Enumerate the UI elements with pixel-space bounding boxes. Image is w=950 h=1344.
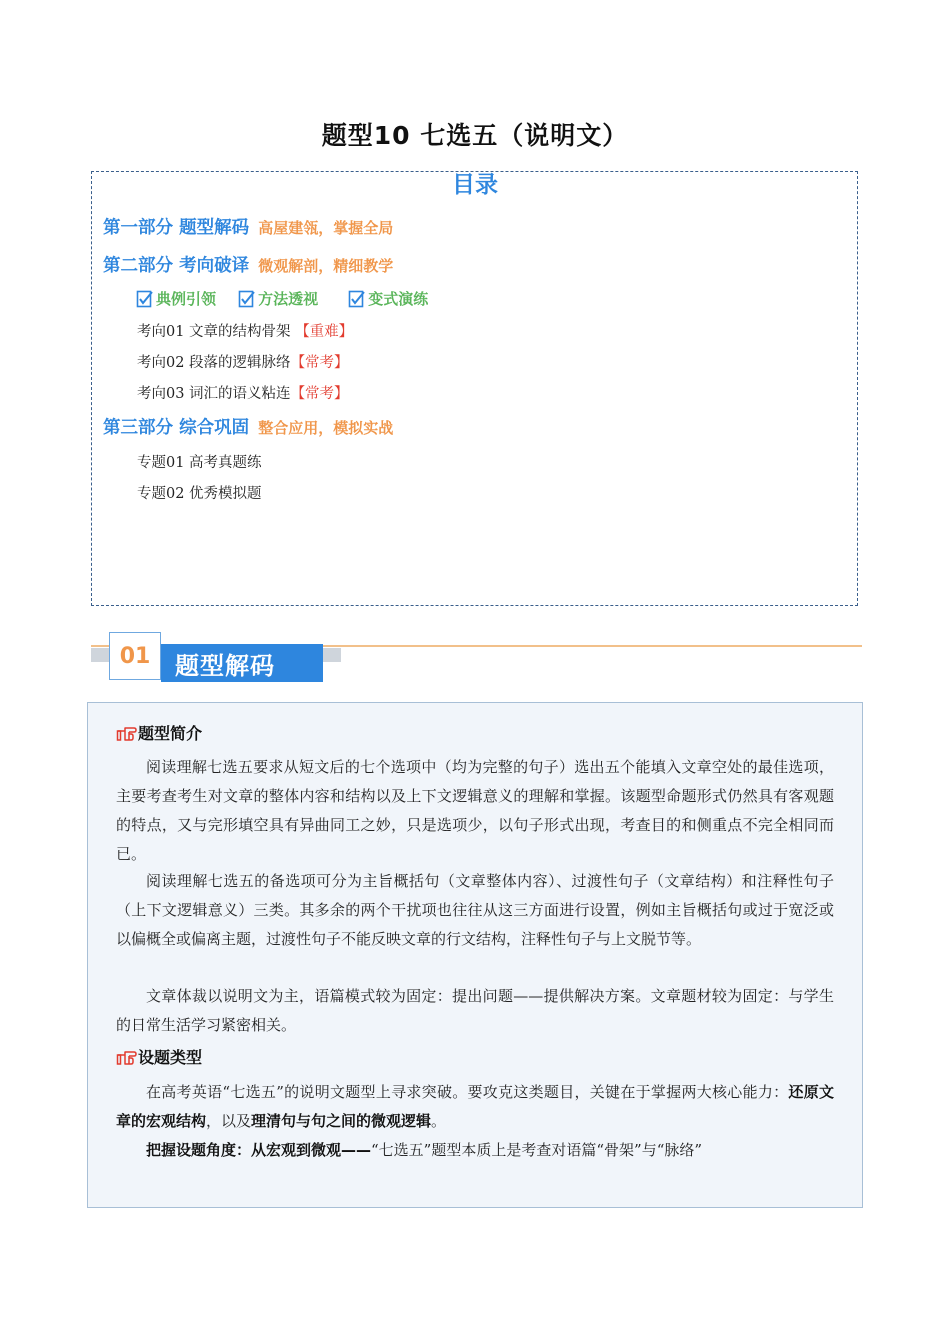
pointing-hand-icon (116, 1047, 138, 1067)
toc-part-label: 第二部分 考向破译 (103, 256, 250, 276)
toc-part-subtitle: 微观解剖，精细教学 (258, 257, 394, 275)
types-text: ，以及 (206, 1112, 252, 1130)
toc-topic-2[interactable]: 专题02 优秀模拟题 (137, 486, 262, 502)
section-title-banner: 题型解码 (161, 644, 323, 682)
toc-part-label: 第一部分 题型解码 (103, 218, 250, 238)
intro-paragraph-2: 阅读理解七选五的备选项可分为主旨概括句（文章整体内容）、过渡性句子（文章结构）和注释性句子（上下文逻辑意义）三类。其多余的两个干扰项也往往从这三方面进行设置，例如主旨概括句或过于宽泛或以偏概全或偏离主题，过渡性句子不能反映文章的行文结构，注释性句子与上文脱节等。 (116, 872, 834, 948)
toc-direction-1[interactable] (137, 320, 353, 341)
checklist-icon (237, 289, 257, 309)
toc-part-subtitle: 高屋建瓴，掌握全局 (258, 219, 394, 237)
types-text: “七选五”题型本质上是考查对语篇“骨架”与“脉络” (371, 1141, 703, 1159)
types-text: 在高考英语“七选五”的说明文题型上寻求突破。要攻克这类题目，关键在于掌握两大核心能力： (146, 1083, 789, 1101)
intro-heading-text: 题型简介 (138, 724, 203, 743)
toc-direction-mark: 【常考】 (290, 355, 349, 371)
toc-tag (347, 288, 428, 309)
toc-tag-label: 典例引领 (156, 290, 217, 308)
types-bold-text: 理清句与句之间的微观逻辑 (251, 1112, 432, 1130)
toc-tag (135, 288, 216, 309)
toc-direction-3[interactable] (137, 382, 349, 403)
document-title: 题型10 七选五（说明文） (321, 121, 629, 150)
toc-direction-mark: 【常考】 (290, 386, 349, 402)
toc-tag-label: 方法透视 (258, 290, 319, 308)
pointing-hand-icon (116, 723, 138, 743)
toc-direction-text: 考向01 文章的结构骨架 (137, 324, 296, 340)
intro-paragraph-1: 阅读理解七选五要求从短文后的七个选项中（均为完整的句子）选出五个能填入文章空处的最佳选项，主要考查考生对文章的整体内容和结构以及上下文逻辑意义的理解和掌握。该题型命题形式仍然具有客观题的特点，又与完形填空具有异曲同工之妙，只是选项少，以句子形式出现，考查目的和侧重点不完全相同而已。 (116, 758, 834, 863)
types-bold-text: 把握设题角度：从宏观到微观—— (146, 1141, 372, 1159)
toc-heading-text: 目录 (446, 172, 504, 198)
toc-part-2 (103, 252, 393, 277)
toc-tag-label: 变式演练 (368, 290, 429, 308)
toc-direction-mark: 【重难】 (295, 324, 354, 340)
types-paragraph-1 (116, 1078, 834, 1136)
toc-heading (0, 166, 950, 199)
toc-direction-2[interactable] (137, 351, 349, 372)
toc-direction-text: 考向03 词汇的语义粘连 (137, 386, 291, 402)
intro-paragraph-3: 文章体裁以说明文为主，语篇模式较为固定：提出问题——提供解决方案。文章题材较为固定：与学生的日常生活学习紧密相关。 (116, 987, 834, 1034)
toc-tag (237, 288, 318, 309)
types-bold-text: 还原文章的宏观结构 (116, 1083, 834, 1130)
toc-part-subtitle: 整合应用，模拟实战 (258, 419, 394, 437)
toc-direction-text: 考向02 段落的逻辑脉络 (137, 355, 291, 371)
intro-heading (116, 721, 202, 744)
types-heading-text: 设题类型 (138, 1048, 203, 1067)
toc-part-label: 第三部分 综合巩固 (103, 418, 250, 438)
toc-topic-1[interactable]: 专题01 高考真题练 (137, 455, 262, 471)
types-text: 。 (431, 1112, 447, 1130)
section-number-badge: 01 (109, 632, 161, 680)
toc-part-3 (103, 414, 393, 439)
types-paragraph-2 (116, 1136, 834, 1165)
toc-part-1 (103, 214, 393, 239)
checklist-icon (135, 289, 155, 309)
types-heading (116, 1045, 202, 1068)
toc-tags (135, 288, 442, 313)
checklist-icon (347, 289, 367, 309)
